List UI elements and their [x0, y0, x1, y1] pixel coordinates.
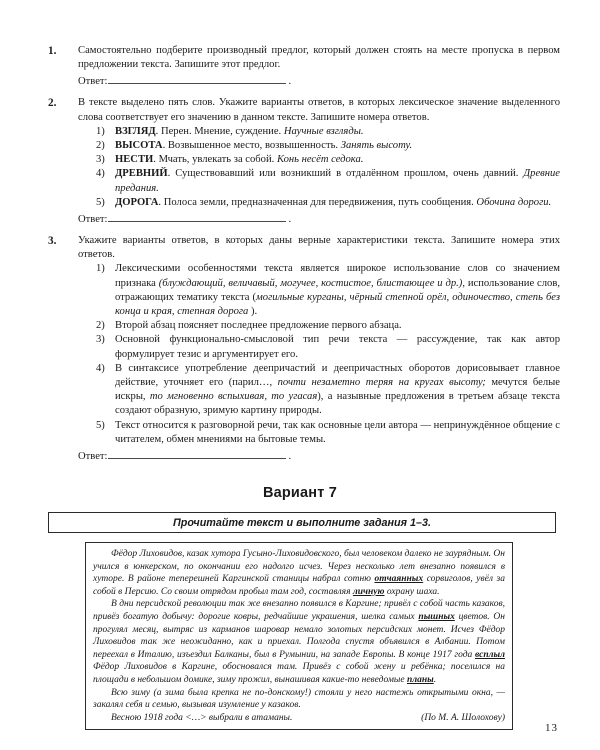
option-text-part-3: ). — [251, 306, 258, 318]
task-3-answer-dot: . — [288, 451, 292, 463]
list-item — [96, 139, 560, 153]
option-marker: 2) — [96, 140, 105, 152]
highlighted-word: всплыл — [475, 649, 505, 660]
list-item — [96, 262, 560, 319]
option-marker: 3) — [96, 154, 105, 166]
task-3-number: 3. — [48, 235, 57, 248]
option-italic-1: почти незаметно теряя на кругах высоту; — [277, 377, 486, 389]
option-italic-2: могильные курганы, чёрный степной орёл, одиночество, степь без конца и края, степная дорога — [115, 291, 560, 318]
option-text-part-2: мечутся белые искры, — [115, 377, 560, 403]
option-definition: . Перен. Мнение, суждение. — [155, 125, 284, 137]
option-headword: НЕСТИ — [115, 154, 154, 166]
passage-text: В дни персидской революции так же внезапно появился в Каргине; привёл с собой часть казаков, привёз богатую добычу: дорогие ковры, редчайшие украшения, шелка самых — [93, 599, 505, 623]
passage-text: Всю зиму (а зима была крепка не по-донскому!) стояли у него настежь открытыми окна, — закалял себя и семью, вызывая изумление у казаков. — [93, 687, 505, 711]
list-item — [96, 362, 560, 419]
option-marker: 2) — [96, 320, 105, 332]
option-definition: . Существовавший или возникший в отдалённом прошлом, очень давний. — [167, 168, 524, 180]
option-text-part-1: Второй абзац поясняет последнее предложение первого абзаца. — [115, 320, 402, 332]
task-2-prompt: В тексте выделено пять слов. Укажите варианты ответов, в которых лексическое значение выделенного слова соответствует его значению в данном тексте. Запишите номера ответов. — [78, 97, 560, 123]
option-example: Занять высоту. — [340, 140, 413, 152]
option-text-part-2: , использование слов, отражающих тематику текста ( — [115, 277, 560, 303]
option-marker: 1) — [96, 263, 105, 275]
passage-paragraph-1 — [93, 548, 505, 598]
list-item — [96, 319, 560, 333]
passage-paragraph-3 — [93, 687, 505, 712]
passage-text: сорвиголов, увёл за собой в Персию. Со своим отрядом пробыл там год, составляя — [93, 574, 505, 597]
option-marker: 3) — [96, 334, 105, 346]
option-text-part-1: Основной функционально-смысловой тип речи текста — рассуждение, так как автор формулирует тезис и аргументирует его. — [115, 334, 560, 360]
option-headword: ДРЕВНИЙ — [115, 168, 168, 180]
option-text-part-1: В синтаксисе употребление деепричастий и деепричастных оборотов дорисовывает главное действие, уточняет его (парил…, — [115, 362, 560, 389]
passage-text: . — [433, 675, 437, 686]
task-2-answer-row — [78, 211, 560, 227]
option-example: Конь несёт седока. — [276, 154, 364, 166]
task-2-options — [78, 125, 560, 210]
instruction-text: Прочитайте текст и выполните задания 1–3. — [172, 516, 431, 529]
highlighted-word: планы — [406, 675, 434, 686]
task-3 — [0, 234, 600, 464]
passage-attribution: (По М. А. Шолохову) — [421, 712, 505, 723]
option-marker: 5) — [96, 419, 105, 431]
task-3-prompt: Укажите варианты ответов, в которых даны верные характеристики текста. Запишите номера этих ответов. — [78, 235, 560, 261]
highlighted-word: отчаянных — [374, 574, 424, 585]
option-headword: ДОРОГА — [115, 196, 159, 208]
list-item — [96, 125, 560, 139]
instruction-box — [48, 512, 556, 533]
passage-final-line-row — [93, 712, 505, 725]
highlighted-word: пышных — [418, 612, 455, 623]
list-item — [96, 196, 560, 210]
passage-text: охрану шаха. — [384, 586, 440, 597]
passage-final-line: Весною 1918 года <…> выбрали в атаманы. — [111, 712, 293, 723]
task-1-answer-dot: . — [288, 76, 292, 88]
option-italic-2: то мгновенно вспыхивая, то угасая — [149, 391, 318, 403]
task-2-answer-input[interactable] — [108, 211, 286, 222]
option-marker: 1) — [96, 125, 105, 137]
task-1-prompt: Самостоятельно подберите производный предлог, который должен стоять на месте пропуска в первом предложении текста. Запишите этот предлог. — [78, 45, 560, 71]
passage-text: Фёдор Лиховидов в Каргине, обосновался там. Привёз с собой жену и ребёнка; поселился на площади в небольшом домике, зиму прожил, вынашивая какие-то неведомые — [93, 662, 505, 686]
list-item — [96, 153, 560, 167]
task-1 — [0, 44, 600, 89]
task-1-answer-label: Ответ: — [78, 76, 108, 88]
option-definition: . Мчать, увлекать за собой. — [153, 154, 277, 166]
highlighted-word: личную — [352, 586, 385, 597]
task-2-answer-dot: . — [288, 214, 292, 226]
option-italic-1: (блуждающий, величавый, могучее, костистое, блистающее и др.) — [158, 277, 463, 289]
task-2 — [0, 96, 600, 227]
task-3-options — [78, 262, 560, 447]
option-example: Научные взгляды. — [283, 125, 364, 137]
passage-text: цветов. Он прогулял месяц, вытряс из карманов шаровар немало золотых персидских монет. Исчез Фёдор Лиховидов так же неожиданно, как и приехал. Полгода спустя объявился в Албании. Потом переехал в Италию, изъездил Балканы, был в Румынии, на западе Европы. В конце 1917 года — [93, 612, 505, 660]
task-3-answer-label: Ответ: — [78, 451, 108, 463]
option-headword: ВЫСОТА — [115, 140, 163, 152]
option-example: Древние предания. — [115, 168, 560, 194]
task-3-answer-row — [78, 448, 560, 464]
option-marker: 5) — [96, 196, 105, 208]
option-marker: 4) — [96, 168, 105, 180]
option-text-part-3: ), а назывные предложения в третьем абзаце текста создают образную, зримую картину природы. — [115, 391, 560, 417]
option-definition: . Возвышенное место, возвышенность. — [162, 140, 341, 152]
task-1-answer-row — [78, 73, 560, 89]
passage-paragraph-2 — [93, 598, 505, 686]
option-text-part-1: Текст относится к разговорной речи, так как основные цели автора — непринуждённое общение с читателем, обмен мнениями на бытовые темы. — [115, 419, 560, 445]
option-headword: ВЗГЛЯД — [115, 125, 156, 137]
page-title: Вариант 7 — [262, 485, 338, 502]
task-2-number: 2. — [48, 97, 57, 110]
option-example: Обочина дороги. — [476, 196, 552, 208]
option-marker: 4) — [96, 362, 105, 374]
list-item — [96, 333, 560, 361]
passage-box — [85, 542, 513, 730]
option-text-part-1: Лексическими особенностями текста является широкое использование слов со значением признака — [115, 263, 560, 289]
page-number: 13 — [545, 722, 558, 734]
task-1-answer-input[interactable] — [108, 73, 286, 84]
passage-text: Фёдор Лиховидов, казак хутора Гусыно-Лиховидовского, был человеком далеко не заурядным. Он учился в юнкерском, по окончании его надолго исчез. Через несколько лет внезапно появился в хуторе. В районе теперешней Каргинской станицы набрал сотню — [93, 549, 505, 585]
option-definition: . Полоса земли, предназначенная для передвижения, путь сообщения. — [158, 196, 477, 208]
task-2-answer-label: Ответ: — [78, 214, 108, 226]
list-item — [96, 167, 560, 195]
task-3-answer-input[interactable] — [108, 448, 286, 459]
list-item — [96, 419, 560, 447]
task-1-number: 1. — [48, 45, 57, 57]
